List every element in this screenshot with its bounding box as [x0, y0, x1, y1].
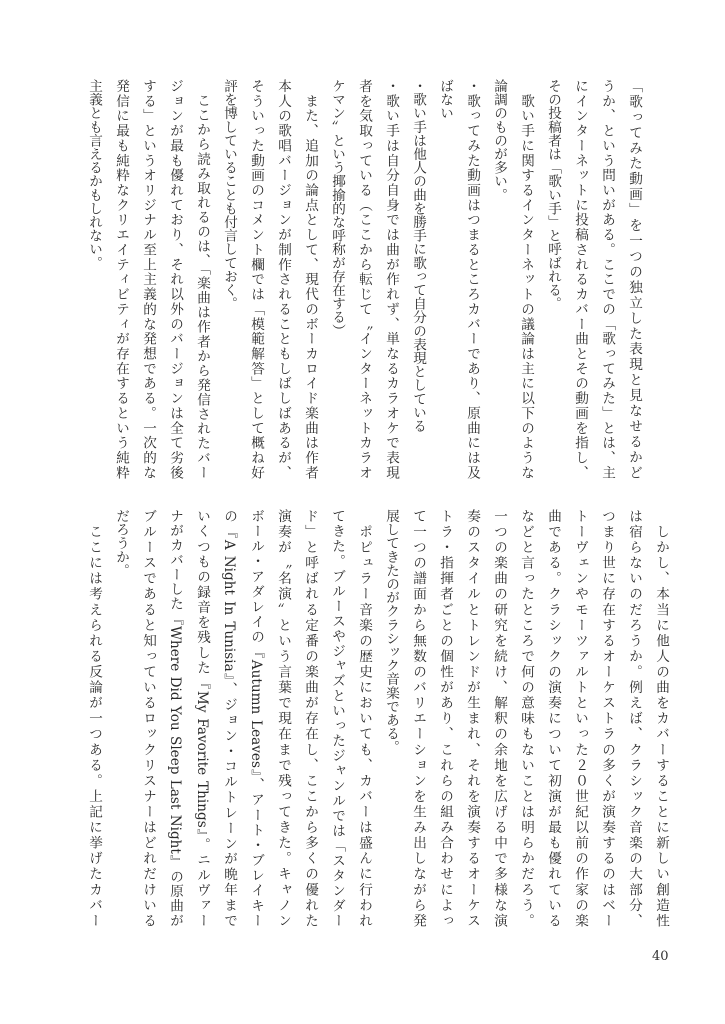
text-line: 奏のスタイルとトレンドが生まれ、それを演奏するオーケス	[464, 509, 480, 927]
page-number: 40	[652, 949, 669, 964]
text-line: そういった動画のコメント欄では「模範解答」として概ね好	[248, 79, 264, 479]
text-line: ケマン〟という揶揄的な呼称が存在する）	[329, 79, 345, 338]
text-line: 者を気取っている（ここから転じて〝インターネットカラオ	[356, 79, 372, 479]
text-line: 主義とも言えるかもしれない。	[86, 79, 102, 270]
text-line: 発信に最も純粋なクリエイティビティが存在するという純粋	[113, 79, 129, 479]
text-line: ナがカバーした『Where Did You Sleep Last Night』の原曲が	[167, 509, 183, 927]
text-line: ここから読み取れるのは、「楽曲は作者から発信されたバー	[194, 79, 210, 479]
text-line: ・歌い手は他人の曲を勝手に歌って自分の表現としている	[410, 79, 426, 433]
text-line: ・歌ってみた動画はつまるところカバーであり、原曲には及	[464, 79, 480, 479]
text-line: 演奏が〝名演〟という言葉で現在まで残ってきた。キャノン	[275, 509, 291, 927]
text-line: 評を博していることも付言しておく。	[221, 79, 237, 311]
text-line: だろうか。	[113, 509, 129, 577]
text-line: また、追加の論点として、現代のボーカロイド楽曲は作者	[302, 79, 318, 479]
text-line: ド」と呼ばれる定番の楽曲が存在し、ここから多くの優れた	[302, 509, 318, 927]
text-line: いくつもの録音を残した『My Favorite Things』。ニルヴァー	[194, 509, 210, 927]
text-line: ポピュラー音楽の歴史においても、カバーは盛んに行われ	[356, 509, 372, 927]
text-line: ・歌い手は自分自身では曲が作れず、単なるカラオケで表現	[383, 79, 399, 479]
text-line: ブルースであると知っているロックリスナーはどれだけいる	[140, 509, 156, 927]
text-line: 論調のものが多い。	[491, 79, 507, 202]
text-line: の『A Night In Tunisia』、ジョン・コルトレーンが晩年まで	[221, 509, 237, 927]
bottom-text-section	[80, 509, 674, 927]
text-line: トラ・指揮者ごとの個性があり、これらの組み合わせによっ	[437, 509, 453, 927]
text-line: て一つの譜面から無数のバリエーションを生み出しながら発	[410, 509, 426, 927]
text-line: にインターネットに投稿されるカバー曲とその動画を指し、	[572, 79, 588, 479]
text-line: うか、という問いがある。ここでの「歌ってみた」とは、主	[599, 79, 615, 479]
text-line: する」というオリジナル至上主義的な発想である。一次的な	[140, 79, 156, 479]
text-line: しかし、本当に他人の曲をカバーすることに新しい創造性	[653, 509, 669, 927]
text-line: 曲である。クラシックの演奏について初演が最も優れている	[545, 509, 561, 927]
text-line: その投稿者は「歌い手」と呼ばれる。	[545, 79, 561, 311]
text-line: ここには考えられる反論が一つある。上記に挙げたカバー	[86, 509, 102, 927]
text-line: ボール・アダレイの『Autumn Leaves』、アート・ブレイキー	[248, 509, 264, 927]
text-line: 一つの楽曲の研究を続け、解釈の余地を広げる中で多様な演	[491, 509, 507, 927]
text-line: つまり世に存在するオーケストラの多くが演奏するのはベー	[599, 509, 615, 927]
text-line: などと言ったところで何の意味もないことは明らかだろう。	[518, 509, 534, 927]
text-line: 「歌ってみた動画」を一つの独立した表現と見なせるかど	[626, 79, 642, 479]
text-line: は宿らないのだろうか。例えば、クラシック音楽の大部分、	[626, 509, 642, 927]
text-line: 展してきたのがクラシック音楽である。	[383, 509, 399, 754]
text-line: トーヴェンやモーツァルトといった２０世紀以前の作家の楽	[572, 509, 588, 927]
text-line: てきた。ブルースやジャズといったジャンルでは「スタンダー	[329, 509, 345, 927]
text-line: 歌い手に関するインターネットの議論は主に以下のような	[518, 79, 534, 479]
text-line: ばない	[437, 79, 453, 120]
top-text-section	[80, 79, 647, 479]
text-line: 本人の歌唱バージョンが制作されることもしばしばあるが、	[275, 79, 291, 479]
text-line: ジョンが最も優れており、それ以外のバージョンは全て劣後	[167, 79, 183, 479]
